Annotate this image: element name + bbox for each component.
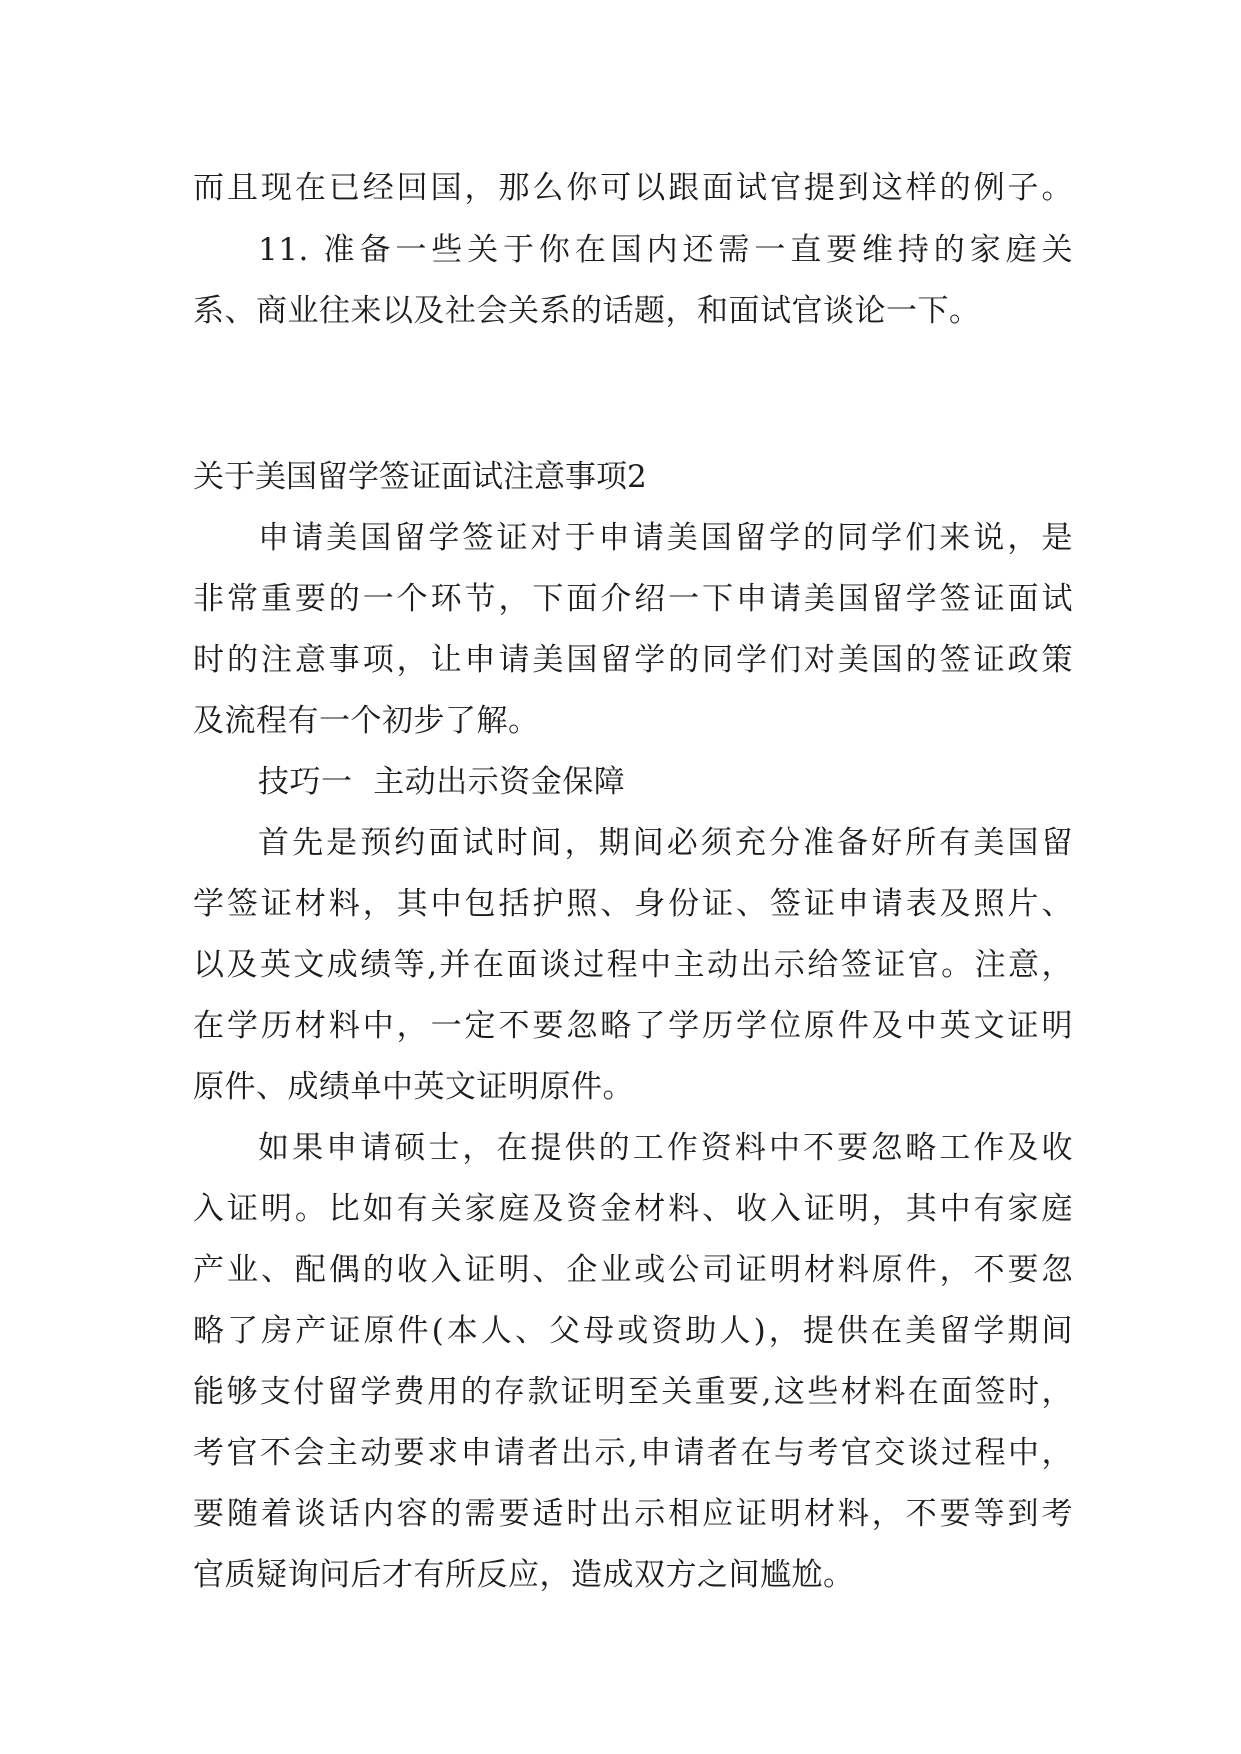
text-line-3: 系、商业往来以及社会关系的话题，和面试官谈论一下。 <box>193 293 981 329</box>
text-line-13: 在学历材料中，一定不要忽略了学历学位原件及中英文证明 <box>193 1008 1073 1044</box>
tip-heading: 技巧一 主动出示资金保障 <box>258 764 626 800</box>
text-line-6: 非常重要的一个环节，下面介绍一下申请美国留学签证面试 <box>193 581 1073 617</box>
text-line-20: 考官不会主动要求申请者出示,申请者在与考官交谈过程中， <box>193 1435 1073 1471</box>
text-line-17: 产业、配偶的收入证明、企业或公司证明材料原件，不要忽 <box>193 1252 1073 1288</box>
text-line-5: 申请美国留学签证对于申请美国留学的同学们来说，是 <box>258 520 1073 556</box>
text-line-19: 能够支付留学费用的存款证明至关重要,这些材料在面签时， <box>193 1374 1073 1410</box>
text-line-21: 要随着谈话内容的需要适时出示相应证明材料，不要等到考 <box>193 1496 1073 1532</box>
text-line-12: 以及英文成绩等,并在面谈过程中主动出示给签证官。注意， <box>193 947 1073 983</box>
text-line-15: 如果申请硕士，在提供的工作资料中不要忽略工作及收 <box>258 1130 1073 1166</box>
text-line-1: 而且现在已经回国，那么你可以跟面试官提到这样的例子。 <box>193 170 1073 206</box>
text-line-11: 学签证材料，其中包括护照、身份证、签证申请表及照片、 <box>193 886 1073 922</box>
section-title: 关于美国留学签证面试注意事项2 <box>193 459 647 495</box>
text-line-16: 入证明。比如有关家庭及资金材料、收入证明，其中有家庭 <box>193 1191 1073 1227</box>
text-line-7: 时的注意事项，让申请美国留学的同学们对美国的签证政策 <box>193 642 1073 678</box>
text-line-2: 11. 准备一些关于你在国内还需一直要维持的家庭关 <box>258 232 1073 268</box>
text-line-8: 及流程有一个初步了解。 <box>193 703 540 739</box>
text-line-14: 原件、成绩单中英文证明原件。 <box>193 1069 634 1105</box>
text-line-22: 官质疑询问后才有所反应，造成双方之间尴尬。 <box>193 1557 855 1593</box>
text-line-10: 首先是预约面试时间，期间必须充分准备好所有美国留 <box>258 825 1073 861</box>
text-line-18: 略了房产证原件(本人、父母或资助人)，提供在美留学期间 <box>193 1313 1073 1349</box>
